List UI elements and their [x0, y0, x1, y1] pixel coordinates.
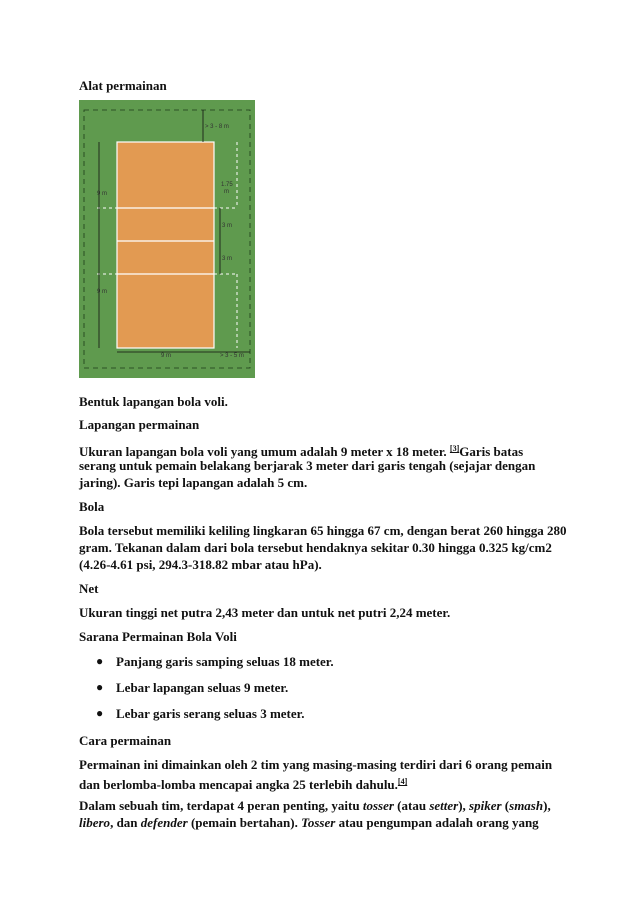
- playing-court: [117, 142, 214, 348]
- label-175-unit: m: [224, 189, 229, 195]
- label-bottom-right: > 3 - 5 m: [220, 353, 244, 359]
- label-left-upper: 9 m: [97, 191, 108, 197]
- ball-line-1: Bola tersebut memiliki keliling lingkaran 65 hingga 67 cm, dengan berat 260 hingga 280: [79, 523, 567, 538]
- field-line-3: jaring). Garis tepi lapangan adalah 5 cm.: [79, 475, 308, 490]
- ball-line-3: (4.26-4.61 psi, 294.3-318.82 mbar atau hPa).: [79, 557, 322, 572]
- section-howto: Cara permainan: [79, 733, 172, 748]
- section-ball: Bola: [79, 499, 105, 514]
- ball-line-2: gram. Tekanan dalam dari bola tersebut hendaknya sekitar 0.30 hingga 0.325 kg/cm2: [79, 540, 552, 555]
- howto-line-2: dan berlomba-lomba mencapai angka 25 terlebih dahulu.[4]: [79, 777, 408, 792]
- label-175: 1.75: [221, 182, 233, 188]
- ref-link-3[interactable]: [3]: [449, 444, 460, 453]
- label-3m-a: 3 m: [222, 223, 233, 229]
- bullet-icon: ●: [96, 706, 104, 720]
- diagram-caption: Bentuk lapangan bola voli.: [79, 394, 228, 409]
- bullet-icon: ●: [96, 654, 104, 668]
- label-top-clearance: > 3 - 8 m: [205, 124, 229, 130]
- bullet-icon: ●: [96, 680, 104, 694]
- howto-line-1: Permainan ini dimainkan oleh 2 tim yang masing-masing terdiri dari 6 orang pemain: [79, 757, 553, 772]
- net-line: Ukuran tinggi net putra 2,43 meter dan untuk net putri 2,24 meter.: [79, 605, 451, 620]
- bullet-item: Panjang garis samping seluas 18 meter.: [116, 654, 334, 669]
- ref-link-4[interactable]: [4]: [397, 777, 408, 786]
- section-field: Lapangan permainan: [79, 417, 200, 432]
- field-line-1: Ukuran lapangan bola voli yang umum adalah 9 meter x 18 meter. [3]Garis batas: [79, 444, 524, 459]
- bullet-item: Lebar lapangan seluas 9 meter.: [116, 680, 289, 695]
- volleyball-court-diagram: [79, 100, 255, 378]
- heading-tools: Alat permainan: [79, 78, 167, 93]
- label-bottom-width: 9 m: [161, 353, 172, 359]
- bullet-item: Lebar garis serang seluas 3 meter.: [116, 706, 305, 721]
- roles-line-2: libero, dan defender (pemain bertahan). Tosser atau pengumpan adalah orang yang: [79, 815, 539, 830]
- roles-line-1: Dalam sebuah tim, terdapat 4 peran penting, yaitu tosser (atau setter), spiker (smash),: [79, 798, 551, 813]
- label-3m-b: 3 m: [222, 256, 233, 262]
- field-line-2: serang untuk pemain belakang berjarak 3 meter dari garis tengah (sejajar dengan: [79, 458, 536, 473]
- section-facilities: Sarana Permainan Bola Voli: [79, 629, 237, 644]
- label-left-lower: 9 m: [97, 289, 108, 295]
- section-net: Net: [79, 581, 99, 596]
